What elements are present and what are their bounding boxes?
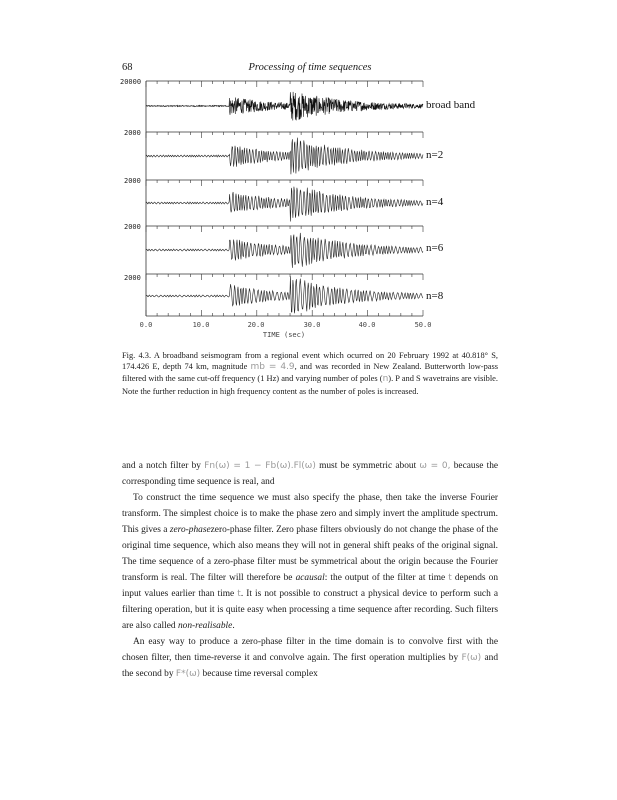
text-run: zero-phase filter. Zero phase filters obviously do not change the phase of the original time sequence, which also means they will not in general shift peaks of the original signal. The time sequence of a zero-phase filter must be symmetrical about the origin because the Fourier transform is real. The filter will therefore be [122,525,499,583]
caption-text: ). P and S wavetrains are visible. Note the further reduction in high frequency content as the number of poles is increased. [122,374,498,396]
panel-ticks [146,81,423,316]
text-run: To construct the time sequence we must also specify the phase, then take the inverse Fourier transform. The simplest choice is to make the phase zero and simply invert the amplitude spectrum. This gives a [122,493,498,535]
paragraph [122,490,498,634]
text-run: depends on input values earlier than time [122,573,499,599]
page-header [122,62,498,78]
x-tick-label: 20.0 [247,321,265,329]
trace-scale-label: 20000 [120,78,142,86]
x-tick-label: 0.0 [139,321,153,329]
caption-math: n [382,374,389,385]
inline-math: Fn(ω) = 1 − Fb(ω).Fl(ω) [204,461,316,471]
inline-math: ω = 0, [419,461,451,471]
inline-math: F(ω) [461,653,482,663]
trace-scale-label: 2000 [124,223,141,231]
trace-n2 [146,138,423,175]
trace-label: n=6 [426,242,444,254]
trace-broad-band [146,92,423,121]
seismogram-plot [118,78,498,346]
seismogram-figure [118,78,498,346]
trace-label: broad band [426,99,476,111]
text-run: . It is not possible to construct a physical device to perform such a filtering operation, but it is quite easy when processing a time sequence after recording. Such filters are also called [122,589,499,631]
inline-math: F*(ω) [175,669,201,679]
trace-scale-label: 2000 [124,274,141,282]
text-run: because time reversal complex [202,669,318,679]
trace-label: n=2 [426,149,444,161]
body-text [122,458,498,682]
text-run: and the second by [122,653,499,679]
text-run: because the corresponding time sequence is real, and [122,461,499,487]
waveform-traces [146,92,423,313]
caption-text: , and was recorded in New Zealand. Butterworth low-pass filtered with the same cut-off frequency (1 Hz) and varying number of poles ( [122,362,499,384]
emphasis: acausal [295,573,325,583]
text-run: and a notch filter by [122,461,201,471]
x-tick-label: 40.0 [358,321,376,329]
text-run: . [232,621,235,631]
trace-n8 [146,276,423,313]
page-number: 68 [122,62,133,73]
x-tick-label: 30.0 [303,321,321,329]
paragraph [122,458,498,490]
trace-label: n=4 [426,196,444,208]
inline-math: t [448,573,452,583]
trace-label: n=8 [426,290,444,302]
running-title: Processing of time sequences [248,62,372,73]
inline-math: t [237,589,241,599]
x-tick-label: 10.0 [192,321,210,329]
trace-n6 [146,233,423,268]
paragraph [122,634,498,682]
trace-scale-label: 2000 [124,177,141,185]
text-run: : the output of the filter at time [324,573,446,583]
text-run: must be symmetric about [319,461,417,471]
emphasis: non-realisable [177,621,233,631]
figure-caption [122,350,498,397]
x-tick-label: 50.0 [414,321,432,329]
caption-text: A broadband seismogram from a regional event which ocurred on 20 February 1992 at 40.818° S, 174.426 E, depth 74 km, magnitude [122,351,498,372]
emphasis: zero-phase [169,525,211,535]
caption-math: mb = 4.9 [250,362,295,373]
text-run: An easy way to produce a zero-phase filter in the time domain is to convolve first with the chosen filter, then time-reverse it and convolve again. The first operation multiplies by [122,637,498,663]
trace-scale-label: 2000 [124,129,141,137]
caption-label: Fig. 4.3. [122,351,152,360]
trace-n4 [146,187,423,222]
x-axis-label: TIME (sec) [262,331,306,339]
